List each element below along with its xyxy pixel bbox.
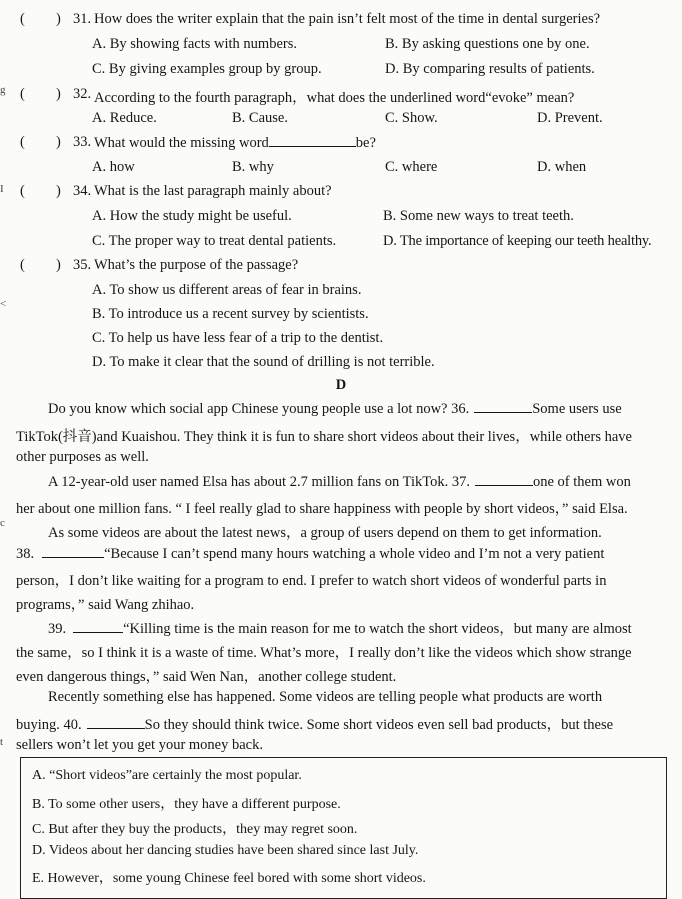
passage-text: Do you know which social app Chinese young people use a lot now? 36. <box>48 401 470 417</box>
answer-paren-open: ( <box>20 183 25 199</box>
answer-paren-close: ) <box>56 134 61 150</box>
question-number: 34. <box>73 183 92 199</box>
option-31-c: C. By giving examples group by group. <box>92 61 322 77</box>
answer-paren-open: ( <box>20 257 25 273</box>
answer-blank-40 <box>87 716 145 729</box>
answer-paren-open: ( <box>20 134 25 150</box>
edge-mark: < <box>0 298 7 310</box>
passage-text: her about one million fans. “ I feel really glad to share happiness with people by short videos，” said Elsa. <box>16 501 628 517</box>
passage-text: A 12-year-old user named Elsa has about 2.7 million fans on TikTok. 37. <box>48 474 470 490</box>
passage-text: one of them won <box>532 474 631 490</box>
question-text: What is the last paragraph mainly about? <box>94 183 332 199</box>
option-32-b: B. Cause. <box>232 110 288 126</box>
question-text: According to the fourth paragraph，what does the underlined word“evoke” mean? <box>94 90 575 106</box>
option-34-d: D. The importance of keeping our teeth healthy. <box>383 233 652 249</box>
question-text: What’s the purpose of the passage? <box>94 257 299 273</box>
option-31-b: B. By asking questions one by one. <box>385 36 590 52</box>
option-35-a: A. To show us different areas of fear in brains. <box>92 282 362 298</box>
passage-text: the same，so I think it is a waste of time. What’s more，I really don’t like the videos which show strange <box>16 645 632 661</box>
passage-text: “Because I can’t spend many hours watching a whole video and I’m not a very patient <box>104 546 605 562</box>
question-32 <box>16 86 676 106</box>
option-32-d: D. Prevent. <box>537 110 603 126</box>
question-34 <box>16 183 676 203</box>
answer-blank-39 <box>73 620 123 633</box>
answer-paren-open: ( <box>20 11 25 27</box>
edge-mark: c <box>0 517 5 529</box>
option-34-c: C. The proper way to treat dental patients. <box>92 233 337 249</box>
question-35 <box>16 257 676 277</box>
answer-blank <box>269 134 356 147</box>
option-35-c: C. To help us have less fear of a trip to the dentist. <box>92 330 384 346</box>
question-number: 33. <box>73 134 92 150</box>
option-35-b: B. To introduce us a recent survey by scientists. <box>92 306 369 322</box>
option-34-a: A. How the study might be useful. <box>92 208 292 224</box>
passage-text: “Killing time is the main reason for me to watch the short videos，but many are almost <box>123 621 632 637</box>
edge-mark: g <box>0 84 6 96</box>
option-33-c: C. where <box>385 159 438 175</box>
option-32-a: A. Reduce. <box>92 110 157 126</box>
answer-blank-36 <box>474 400 532 413</box>
option-34-b: B. Some new ways to treat teeth. <box>383 208 574 224</box>
passage-text: So they should think twice. Some short videos even sell bad products，but these <box>144 717 614 733</box>
edge-mark: I <box>0 183 4 195</box>
passage-text: other purposes as well. <box>16 449 149 465</box>
passage-text: even dangerous things，” said Wen Nan，another college student. <box>16 669 397 685</box>
passage-text: As some videos are about the latest news，a group of users depend on them to get information. <box>48 525 602 541</box>
question-number: 35. <box>73 257 92 273</box>
passage-text: 38. <box>16 546 35 562</box>
question-31 <box>16 11 676 31</box>
passage-text: Some users use <box>532 401 622 417</box>
box-option-e: E. However，some young Chinese feel bored with some short videos. <box>32 871 426 886</box>
passage-text: TikTok(抖音)and Kuaishou. They think it is fun to share short videos about their lives，while others have <box>16 429 632 445</box>
edge-mark: t <box>0 736 4 748</box>
passage-text: Recently something else has happened. Some videos are telling people what products are worth <box>48 689 603 705</box>
box-option-b: B. To some other users，they have a different purpose. <box>32 797 341 812</box>
answer-blank-38 <box>42 545 104 558</box>
passage-text: buying. 40. <box>16 717 82 733</box>
question-text: How does the writer explain that the pain isn’t felt most of the time in dental surgeries? <box>94 11 601 27</box>
answer-paren-open: ( <box>20 86 25 102</box>
option-35-d: D. To make it clear that the sound of drilling is not terrible. <box>92 354 435 370</box>
box-option-c: C. But after they buy the products，they may regret soon. <box>32 822 358 837</box>
option-33-a: A. how <box>92 159 135 175</box>
question-number: 32. <box>73 86 92 102</box>
answer-paren-close: ) <box>56 86 61 102</box>
section-heading: D <box>335 377 347 393</box>
option-32-c: C. Show. <box>385 110 438 126</box>
option-33-b: B. why <box>232 159 274 175</box>
option-33-d: D. when <box>537 159 587 175</box>
question-number: 31. <box>73 11 92 27</box>
answer-paren-close: ) <box>56 183 61 199</box>
box-option-d: D. Videos about her dancing studies have been shared since last July. <box>32 843 419 858</box>
passage-text: person，I don’t like waiting for a program to end. I prefer to watch short videos of wonderful parts in <box>16 573 607 589</box>
answer-blank-37 <box>475 473 533 486</box>
option-31-a: A. By showing facts with numbers. <box>92 36 297 52</box>
question-text: What would the missing word <box>94 135 269 151</box>
passage-text: sellers won’t let you get your money back. <box>16 737 263 753</box>
answer-paren-close: ) <box>56 257 61 273</box>
box-option-a: A. “Short videos”are certainly the most popular. <box>32 768 302 783</box>
question-33 <box>16 134 676 154</box>
passage-text: programs，” said Wang zhihao. <box>16 597 195 613</box>
answer-paren-close: ) <box>56 11 61 27</box>
question-text-end: be? <box>355 135 376 151</box>
option-31-d: D. By comparing results of patients. <box>385 61 595 77</box>
passage-text: 39. <box>48 621 67 637</box>
